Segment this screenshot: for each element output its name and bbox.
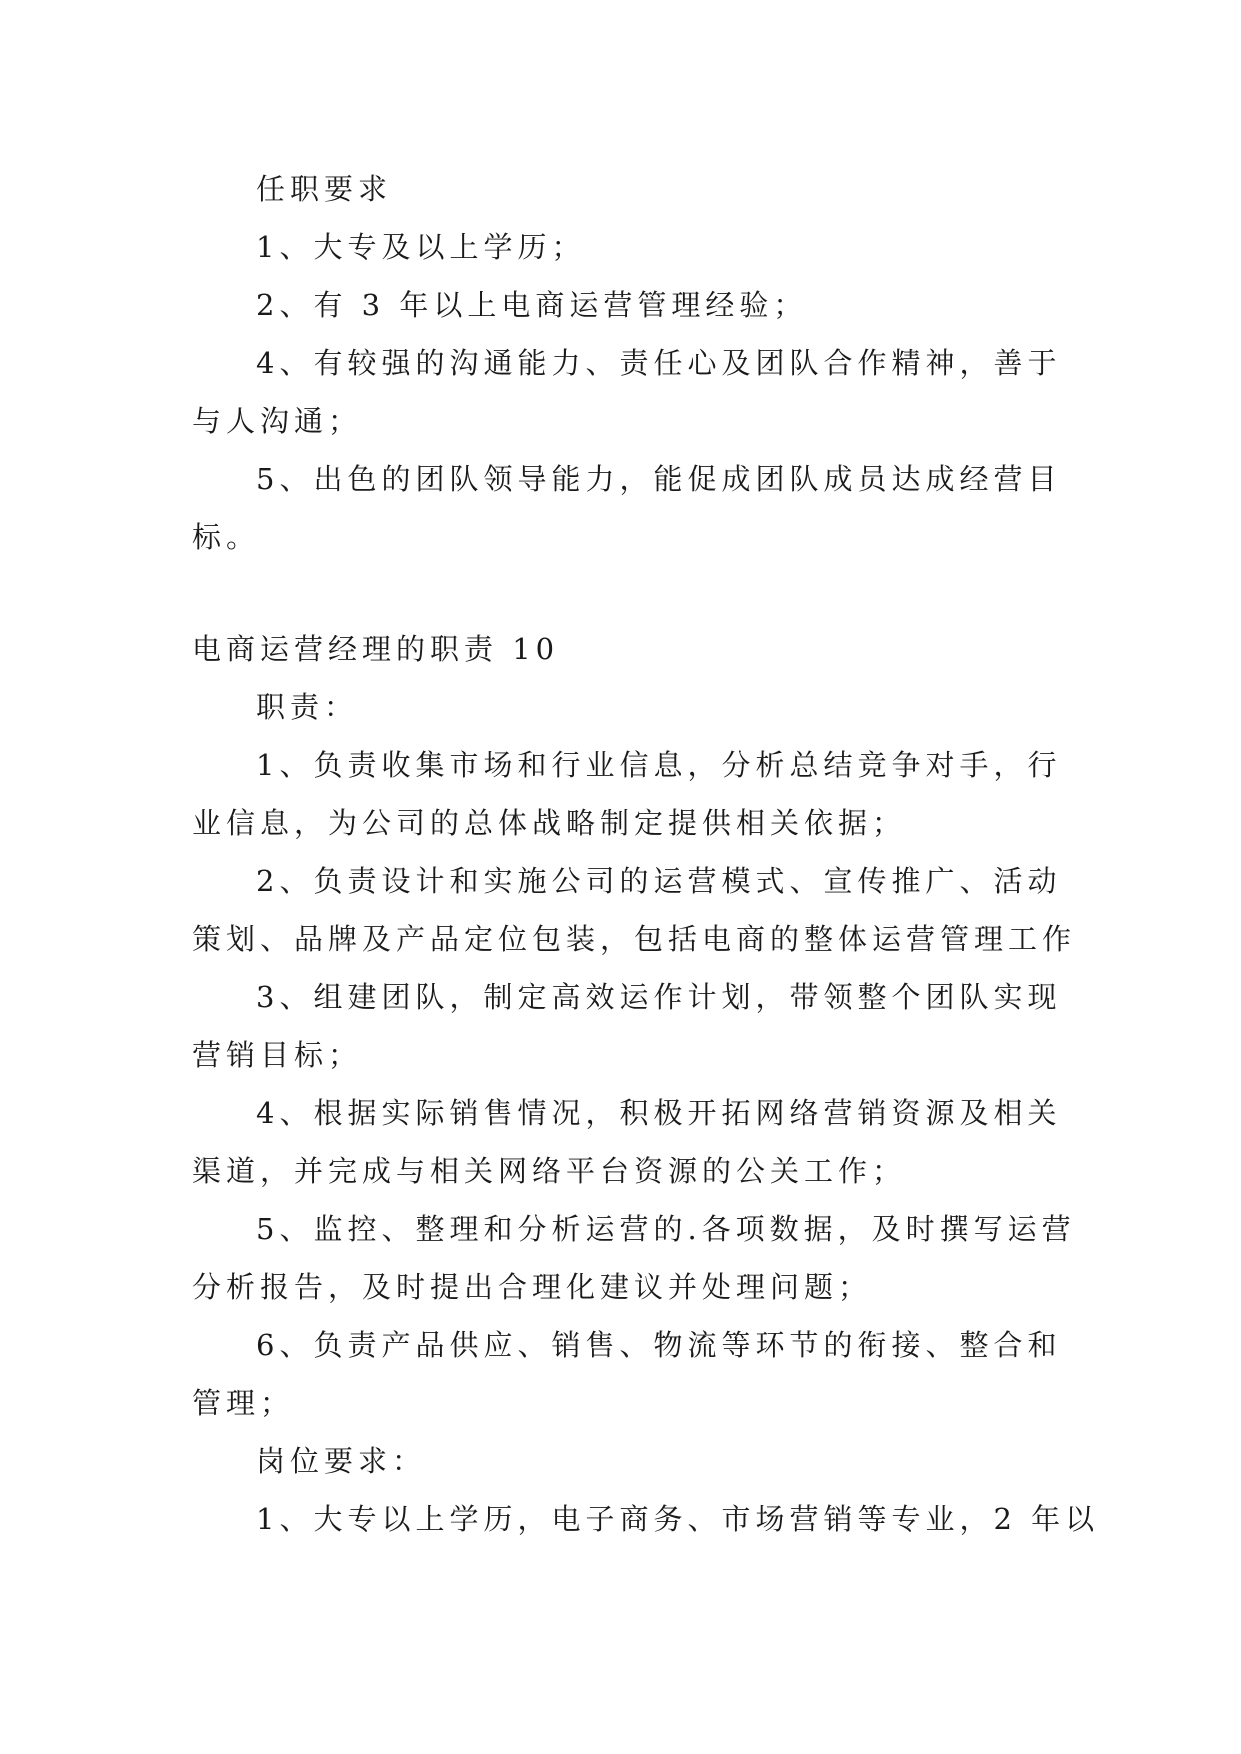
duty-line-continuation: 营销目标； bbox=[192, 1038, 363, 1072]
duty-line: 5、监控、整理和分析运营的.各项数据，及时撰写运营 bbox=[256, 1212, 1076, 1246]
requirement-line-continuation: 与人沟通； bbox=[192, 404, 363, 438]
job-requirements-section bbox=[192, 160, 1062, 566]
requirement-line: 5、出色的团队领导能力，能促成团队成员达成经营目 bbox=[256, 462, 1062, 496]
duty-line: 6、负责产品供应、销售、物流等环节的衔接、整合和 bbox=[256, 1328, 1062, 1362]
duty-line-continuation: 分析报告，及时提出合理化建议并处理问题； bbox=[192, 1270, 873, 1304]
duty-line-continuation: 业信息，为公司的总体战略制定提供相关依据； bbox=[192, 806, 907, 840]
duty-line-continuation: 渠道，并完成与相关网络平台资源的公关工作； bbox=[192, 1154, 907, 1188]
requirements-heading: 岗位要求： bbox=[256, 1444, 427, 1478]
duty-line-continuation: 策划、品牌及产品定位包装，包括电商的整体运营管理工作 bbox=[192, 922, 1077, 956]
duty-line: 3、组建团队，制定高效运作计划，带领整个团队实现 bbox=[256, 980, 1062, 1014]
section-title: 电商运营经理的职责 10 bbox=[192, 632, 560, 666]
requirement-line: 2、有 3 年以上电商运营管理经验； bbox=[256, 288, 808, 322]
requirement-line: 1、大专以上学历，电子商务、市场营销等专业，2 年以 bbox=[256, 1502, 1100, 1536]
duty-line-continuation: 管理； bbox=[192, 1386, 295, 1420]
duty-line: 4、根据实际销售情况，积极开拓网络营销资源及相关 bbox=[256, 1096, 1062, 1130]
requirement-line: 4、有较强的沟通能力、责任心及团队合作精神，善于 bbox=[256, 346, 1062, 380]
duty-line: 1、负责收集市场和行业信息，分析总结竞争对手，行 bbox=[256, 748, 1062, 782]
requirement-line: 1、大专及以上学历； bbox=[256, 230, 586, 264]
requirement-line-continuation: 标。 bbox=[192, 520, 261, 554]
section-heading: 任职要求 bbox=[256, 172, 393, 206]
duty-line: 2、负责设计和实施公司的运营模式、宣传推广、活动 bbox=[256, 864, 1062, 898]
manager-duties-section bbox=[192, 620, 1100, 1548]
duties-heading: 职责： bbox=[256, 690, 359, 724]
